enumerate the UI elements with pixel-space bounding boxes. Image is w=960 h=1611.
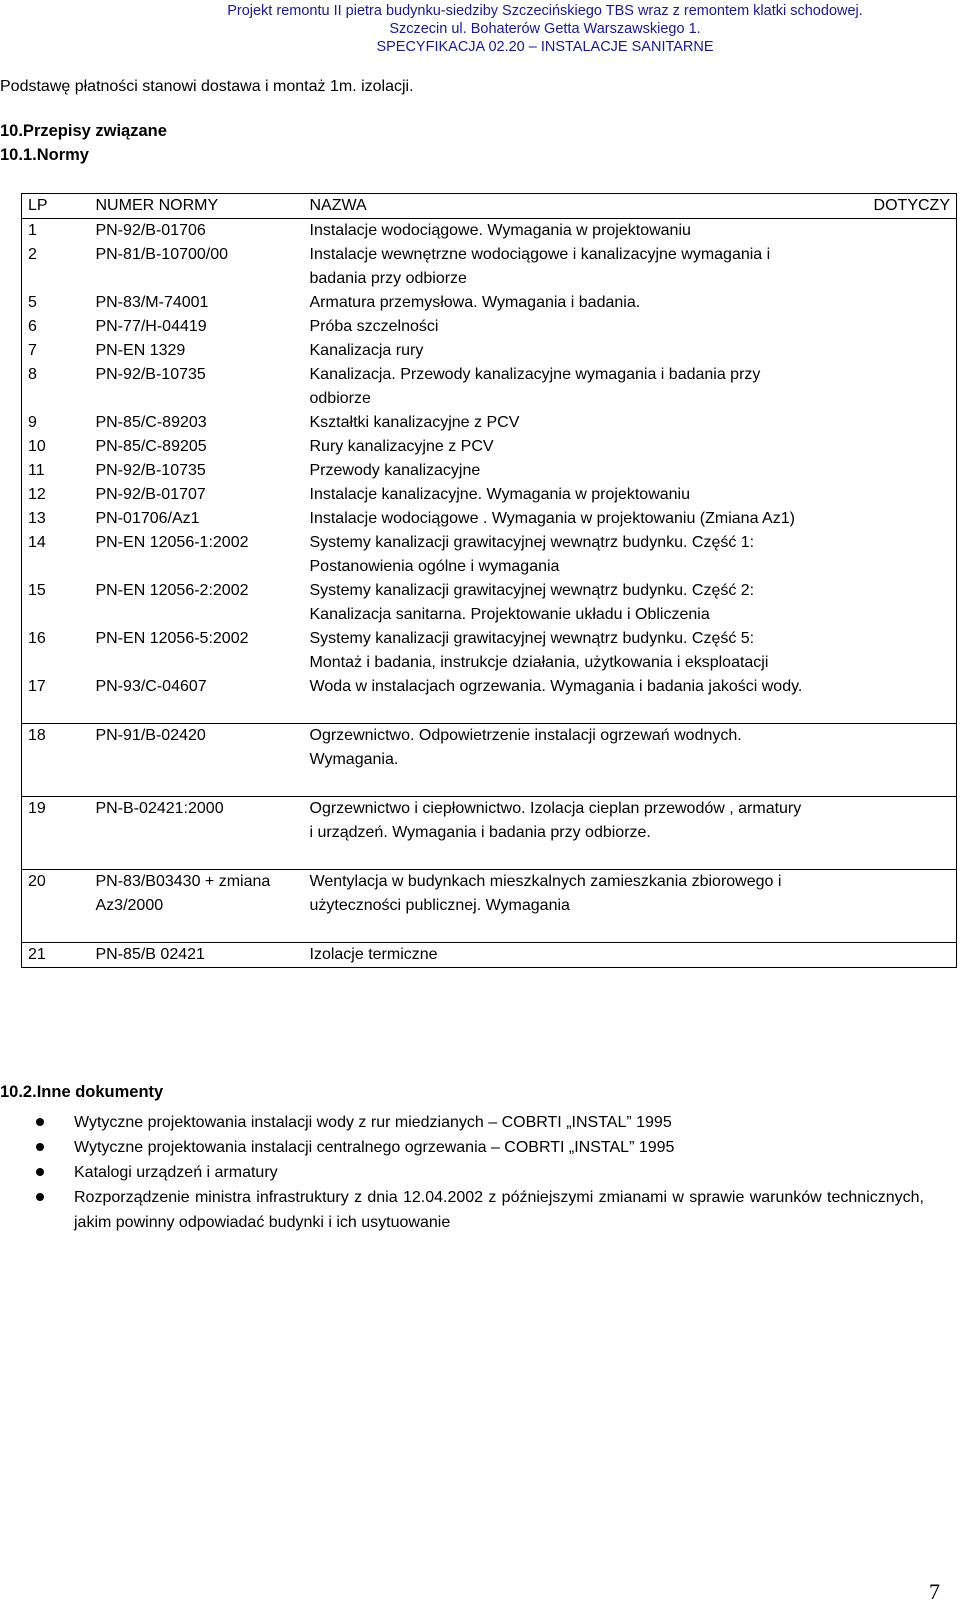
row-applies	[814, 943, 957, 968]
row-applies	[814, 363, 957, 411]
row-norm-name: Instalacje kanalizacyjne. Wymagania w projektowaniu	[309, 486, 690, 503]
row-applies	[814, 459, 957, 483]
table-row	[22, 797, 957, 846]
row-lp: 15	[22, 579, 90, 627]
table-row	[22, 579, 957, 627]
document-header	[0, 2, 960, 56]
row-norm-number: PN-93/C-04607	[95, 678, 207, 695]
table-spacer-row	[22, 772, 957, 797]
row-norm-number: PN-92/B-10735	[95, 366, 206, 383]
header-project-line: Projekt remontu II pietra budynku-siedziby Szczecińskiego TBS wraz z remontem klatki schodowej.	[227, 3, 863, 19]
row-applies	[814, 291, 957, 315]
header-lp: LP	[22, 194, 90, 219]
row-norm-name: Armatura przemysłowa. Wymagania i badania.	[309, 294, 641, 311]
table-spacer-row	[22, 845, 957, 870]
row-applies	[814, 411, 957, 435]
row-lp: 11	[22, 459, 90, 483]
row-applies	[814, 243, 957, 291]
row-norm-name: Systemy kanalizacji grawitacyjnej wewnątrz budynku. Część 2: Kanalizacja sanitarna. Projektowanie układu i Obliczenia	[309, 582, 755, 623]
table-spacer-row	[22, 699, 957, 724]
table-row	[22, 435, 957, 459]
row-applies	[814, 627, 957, 675]
page-number: 7	[929, 1579, 940, 1604]
row-norm-name: Rury kanalizacyjne z PCV	[309, 438, 494, 455]
row-lp: 6	[22, 315, 90, 339]
intro-paragraph: Podstawę płatności stanowi dostawa i montaż 1m. izolacji.	[0, 78, 414, 95]
header-spec-line: SPECYFIKACJA 02.20 – INSTALACJE SANITARNE	[376, 39, 714, 55]
row-lp: 1	[22, 219, 90, 244]
row-norm-name: Przewody kanalizacyjne	[309, 462, 481, 479]
row-lp: 10	[22, 435, 90, 459]
row-norm-name: Izolacje termiczne	[304, 943, 814, 968]
table-row	[22, 724, 957, 773]
row-norm-name: Kanalizacja rury	[309, 342, 424, 359]
row-norm-number: PN-85/B 02421	[90, 943, 304, 968]
row-lp: 13	[22, 507, 90, 531]
row-applies	[814, 675, 957, 699]
row-lp: 21	[22, 943, 90, 968]
list-item	[34, 1160, 924, 1185]
row-applies	[814, 579, 957, 627]
row-norm-number: PN-92/B-01707	[95, 486, 206, 503]
table-row	[22, 315, 957, 339]
header-name: NAZWA	[304, 194, 814, 219]
table-row	[22, 411, 957, 435]
row-norm-name: Instalacje wewnętrzne wodociągowe i kanalizacyjne wymagania i badania przy odbiorze	[309, 246, 771, 287]
list-item-text: Rozporządzenie ministra infrastruktury z dnia 12.04.2002 z późniejszymi zmianami w sprawie warunków technicznych, jakim powinny odpowiadać budynki i ich usytuowanie	[74, 1189, 924, 1231]
list-item	[34, 1185, 924, 1235]
row-norm-name: Instalacje wodociągowe. Wymagania w projektowaniu	[309, 222, 691, 239]
row-lp: 9	[22, 411, 90, 435]
table-row	[22, 943, 957, 968]
table-spacer-row	[22, 918, 957, 943]
row-applies	[814, 435, 957, 459]
bullet-icon	[36, 1143, 44, 1151]
list-item	[34, 1135, 924, 1160]
row-norm-name: Instalacje wodociągowe . Wymagania w projektowaniu (Zmiana Az1)	[309, 510, 795, 527]
bullet-icon	[36, 1193, 44, 1201]
other-docs-list	[34, 1110, 924, 1235]
row-norm-number: PN-92/B-01706	[95, 222, 206, 239]
row-norm-number: PN-EN 12056-2:2002	[95, 582, 249, 599]
row-norm-number: PN-77/H-04419	[95, 318, 207, 335]
table-row	[22, 483, 957, 507]
row-norm-number: PN-01706/Az1	[95, 510, 200, 527]
header-number: NUMER NORMY	[90, 194, 304, 219]
bullet-icon	[36, 1168, 44, 1176]
row-lp: 8	[22, 363, 90, 411]
bullet-icon	[36, 1118, 44, 1126]
row-norm-name: Systemy kanalizacji grawitacyjnej wewnątrz budynku. Część 1: Postanowienia ogólne i wymagania	[309, 534, 755, 575]
row-norm-name: Kształtki kanalizacyjne z PCV	[309, 414, 520, 431]
row-applies	[814, 219, 957, 244]
header-applies: DOTYCZY	[814, 194, 957, 219]
norms-table	[21, 193, 957, 968]
table-row	[22, 291, 957, 315]
row-lp: 19	[22, 797, 90, 846]
header-address-line: Szczecin ul. Bohaterów Getta Warszawskiego 1.	[389, 21, 701, 37]
table-row	[22, 870, 957, 919]
row-norm-number: PN-81/B-10700/00	[95, 246, 229, 263]
row-lp: 12	[22, 483, 90, 507]
table-row	[22, 363, 957, 411]
row-lp: 14	[22, 531, 90, 579]
row-norm-name: Systemy kanalizacji grawitacyjnej wewnątrz budynku. Część 5: Montaż i badania, instrukcje działania, użytkowania i eksploatacji	[309, 630, 769, 671]
table-row	[22, 675, 957, 699]
row-norm-name: Ogrzewnictwo. Odpowietrzenie instalacji ogrzewań wodnych. Wymagania.	[304, 724, 814, 773]
row-applies	[814, 797, 957, 846]
row-norm-number: PN-92/B-10735	[95, 462, 206, 479]
row-norm-number: PN-83/M-74001	[95, 294, 209, 311]
row-lp: 2	[22, 243, 90, 291]
section-title: 10.Przepisy związane	[0, 122, 167, 140]
row-lp: 20	[22, 870, 90, 919]
row-norm-name: Wentylacja w budynkach mieszkalnych zamieszkania zbiorowego i użyteczności publicznej. Wymagania	[304, 870, 814, 919]
table-row	[22, 531, 957, 579]
row-norm-number: PN-85/C-89205	[95, 438, 207, 455]
table-row	[22, 507, 957, 531]
subsection-title: 10.1.Normy	[0, 146, 89, 164]
table-header-row	[22, 194, 957, 219]
row-applies	[814, 315, 957, 339]
row-norm-number: PN-85/C-89203	[95, 414, 207, 431]
table-row	[22, 339, 957, 363]
row-lp: 5	[22, 291, 90, 315]
row-norm-number: PN-EN 12056-1:2002	[95, 534, 249, 551]
table-row	[22, 219, 957, 244]
row-norm-name: Ogrzewnictwo i ciepłownictwo. Izolacja cieplan przewodów , armatury i urządzeń. Wymagania i badania przy odbiorze.	[304, 797, 814, 846]
row-lp: 16	[22, 627, 90, 675]
row-applies	[814, 531, 957, 579]
row-lp: 7	[22, 339, 90, 363]
row-norm-name: Kanalizacja. Przewody kanalizacyjne wymagania i badania przy odbiorze	[309, 366, 761, 407]
row-applies	[814, 483, 957, 507]
other-docs-title: 10.2.Inne dokumenty	[0, 1083, 164, 1101]
row-applies	[814, 724, 957, 773]
row-applies	[814, 870, 957, 919]
row-applies	[814, 339, 957, 363]
table-row	[22, 243, 957, 291]
table-row	[22, 627, 957, 675]
row-norm-name: Woda w instalacjach ogrzewania. Wymagania i badania jakości wody.	[309, 678, 803, 695]
row-lp: 18	[22, 724, 90, 773]
row-norm-name: Próba szczelności	[309, 318, 439, 335]
row-applies	[814, 507, 957, 531]
list-item-text: Katalogi urządzeń i armatury	[74, 1164, 278, 1181]
row-norm-number: PN-91/B-02420	[90, 724, 304, 773]
list-item-text: Wytyczne projektowania instalacji centralnego ogrzewania – COBRTI „INSTAL” 1995	[74, 1139, 675, 1156]
list-item	[34, 1110, 924, 1135]
row-norm-number: PN-83/B03430 + zmiana Az3/2000	[90, 870, 304, 919]
row-norm-number: PN-EN 1329	[95, 342, 186, 359]
list-item-text: Wytyczne projektowania instalacji wody z rur miedzianych – COBRTI „INSTAL” 1995	[74, 1114, 672, 1131]
table-row	[22, 459, 957, 483]
row-norm-number: PN-EN 12056-5:2002	[95, 630, 249, 647]
row-lp: 17	[22, 675, 90, 699]
row-norm-number: PN-B-02421:2000	[90, 797, 304, 846]
